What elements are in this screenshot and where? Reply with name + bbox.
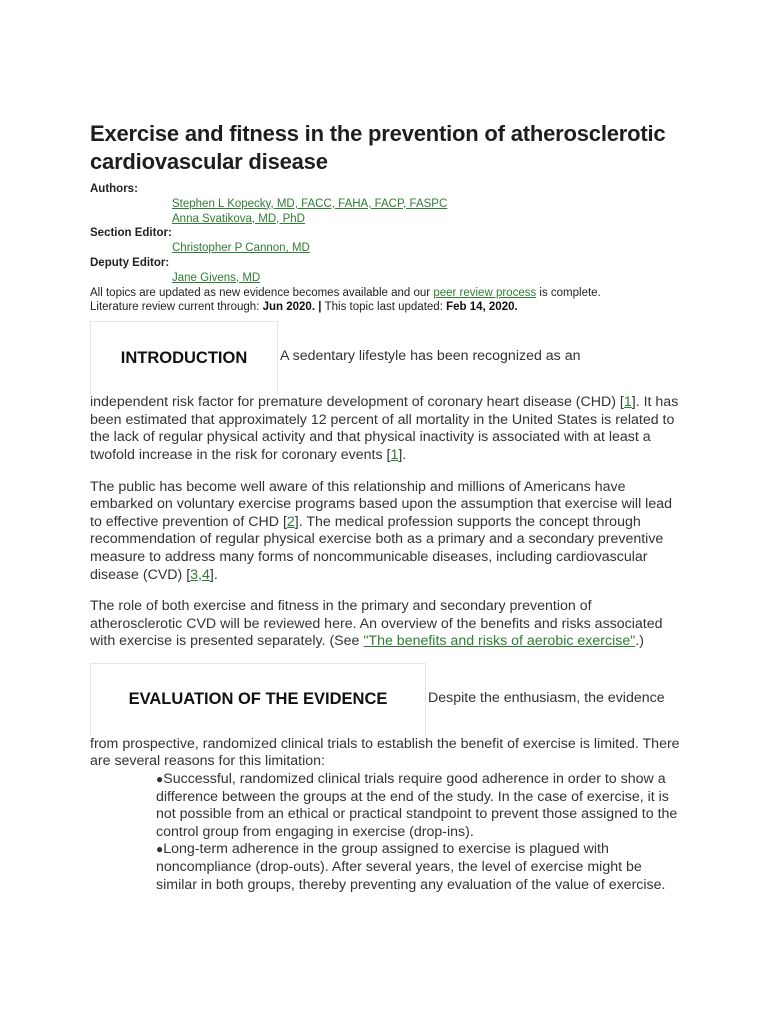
bullet-icon: ● (156, 842, 164, 857)
update-note (90, 286, 680, 301)
list-item-text: Long-term adherence in the group assigned to exercise is plagued with noncompliance (drop-outs). After several years, the level of exercise might be similar in both groups, thereby preventing any evaluation of the value of exercise. (156, 841, 666, 893)
article-meta (90, 182, 680, 286)
paragraph: independent risk factor for premature development of coronary heart disease (CHD) [1]. It has been estimated that approximately 12 percent of all mortality in the United States is related to the lack of regular physical activity and that physical inactivity is associated with at least a twofold increase in the risk for coronary events [1]. (90, 394, 679, 463)
lit-review-label: Literature review current through: (90, 301, 263, 314)
section-editor-label: Section Editor: (90, 227, 172, 240)
update-note-text: is complete. (536, 286, 601, 299)
separator: | (315, 301, 325, 314)
deputy-editor-link[interactable]: Jane Givens, MD (172, 271, 261, 284)
section-heading: INTRODUCTION (120, 348, 248, 367)
article-title: Exercise and fitness in the prevention of atherosclerotic cardiovascular disease (90, 121, 666, 174)
author-link[interactable]: Anna Svatikova, MD, PhD (172, 212, 305, 225)
section-heading-box (90, 663, 426, 736)
update-note-text: All topics are updated as new evidence becomes available and our (90, 286, 434, 299)
bullet-list (156, 771, 680, 894)
review-dates (90, 300, 680, 315)
paragraph: The public has become well aware of this relationship and millions of Americans have embarked on voluntary exercise programs based upon the assumption that exercise will lead to effective prevention of CHD [2]. The medical profession supports the concept through recommendation of regular physical exercise both as a primary and a secondary preventive measure to address many forms of noncommunicable diseases, including cardiovascular disease (CVD) [3,4]. (90, 478, 672, 583)
list-item (156, 771, 680, 841)
last-updated-date: Feb 14, 2020. (446, 301, 518, 314)
reference-link[interactable]: 3,4 (190, 566, 210, 583)
reference-link[interactable]: 1 (623, 394, 632, 411)
paragraph: The role of both exercise and fitness in the primary and secondary prevention of atherosclerotic CVD will be reviewed here. An overview of the benefits and risks associated with exercise is presented separately. (See "The benefits and risks of aerobic exercise".) (90, 598, 663, 650)
section-heading-box (90, 321, 278, 394)
paragraph: from prospective, randomized clinical trials to establish the benefit of exercise is limited. There are several reasons for this limitation: (90, 735, 680, 770)
bullet-icon: ● (156, 772, 164, 787)
reference-link[interactable]: 1 (390, 446, 399, 463)
section-introduction (90, 321, 680, 394)
see-also-link[interactable]: "The benefits and risks of aerobic exercise" (363, 633, 636, 650)
last-updated-label: This topic last updated: (324, 301, 447, 314)
peer-review-link[interactable]: peer review process (433, 286, 537, 299)
authors-label: Authors: (90, 183, 138, 195)
author-link[interactable]: Stephen L Kopecky, MD, FACC, FAHA, FACP, FASPC (172, 197, 448, 210)
section-lead-text: A sedentary lifestyle has been recognized as an (280, 348, 581, 365)
section-heading: EVALUATION OF THE EVIDENCE (128, 690, 388, 709)
list-item-text: Successful, randomized clinical trials require good adherence in order to show a difference between the groups at the end of the study. In the case of exercise, it is not possible from an ethical or practical standpoint to prevent those assigned to the control group from engaging in exercise (drop-ins). (156, 771, 678, 840)
section-evaluation (90, 663, 680, 736)
list-item (156, 841, 680, 894)
lit-review-date: Jun 2020. (262, 301, 316, 314)
section-editor-link[interactable]: Christopher P Cannon, MD (172, 242, 310, 255)
deputy-editor-label: Deputy Editor: (90, 256, 170, 269)
article (90, 120, 680, 894)
section-lead-text: Despite the enthusiasm, the evidence (428, 689, 665, 706)
reference-link[interactable]: 2 (286, 513, 295, 530)
